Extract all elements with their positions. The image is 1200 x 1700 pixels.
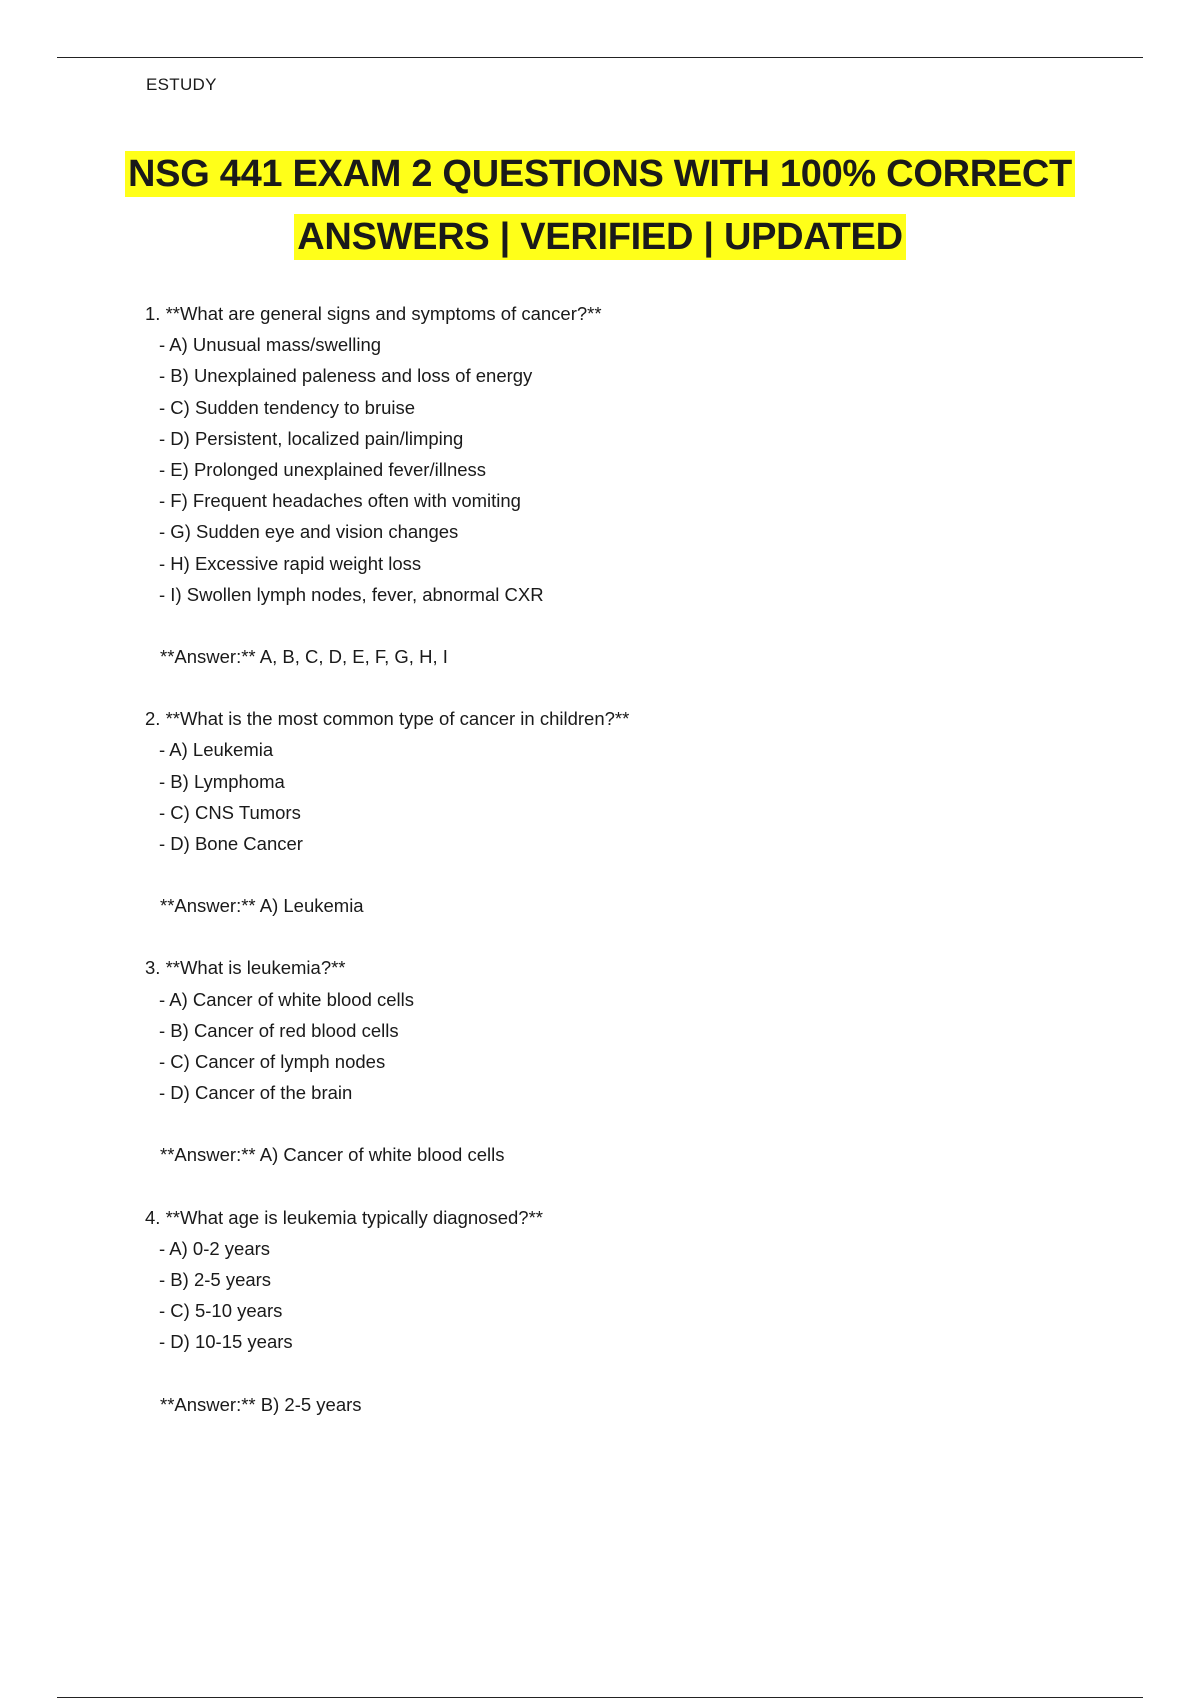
question-text: 4. **What age is leukemia typically diagnosed?** xyxy=(145,1206,543,1228)
title-line-2: ANSWERS | VERIFIED | UPDATED xyxy=(294,214,905,260)
option-item: - A) 0-2 years xyxy=(159,1237,271,1259)
option-item: - B) Cancer of red blood cells xyxy=(159,1019,399,1041)
option-item: - D) Cancer of the brain xyxy=(159,1082,353,1104)
question-3 xyxy=(145,952,1105,1170)
question-list xyxy=(145,298,1105,1451)
option-list xyxy=(145,329,1105,610)
answer-line: **Answer:** A) Cancer of white blood cells xyxy=(160,1144,505,1166)
title-line-1: NSG 441 EXAM 2 QUESTIONS WITH 100% CORRECT xyxy=(125,151,1075,197)
header-label: ESTUDY xyxy=(146,75,217,94)
option-item: - C) Cancer of lymph nodes xyxy=(159,1051,386,1073)
top-divider xyxy=(57,57,1143,58)
bottom-divider xyxy=(57,1697,1143,1698)
answer-line: **Answer:** A, B, C, D, E, F, G, H, I xyxy=(160,646,448,668)
answer-line: **Answer:** B) 2-5 years xyxy=(160,1393,362,1415)
question-2 xyxy=(145,703,1105,921)
option-item: - C) 5-10 years xyxy=(159,1300,283,1322)
option-list xyxy=(145,1233,1105,1358)
question-4 xyxy=(145,1202,1105,1420)
option-item: - A) Cancer of white blood cells xyxy=(159,988,415,1010)
option-item: - A) Leukemia xyxy=(159,739,274,761)
option-list xyxy=(145,734,1105,859)
option-item: - D) Persistent, localized pain/limping xyxy=(159,427,464,449)
option-item: - D) Bone Cancer xyxy=(159,833,303,855)
option-item: - C) Sudden tendency to bruise xyxy=(159,396,416,418)
option-item: - B) 2-5 years xyxy=(159,1269,272,1291)
option-item: - C) CNS Tumors xyxy=(159,801,301,823)
option-item: - F) Frequent headaches often with vomiting xyxy=(159,490,521,512)
option-item: - I) Swollen lymph nodes, fever, abnormal CXR xyxy=(159,583,544,605)
answer-line: **Answer:** A) Leukemia xyxy=(160,895,364,917)
option-item: - B) Unexplained paleness and loss of energy xyxy=(159,365,533,387)
page-title xyxy=(100,143,1100,269)
option-list xyxy=(145,984,1105,1109)
question-text: 3. **What is leukemia?** xyxy=(145,957,346,979)
option-item: - A) Unusual mass/swelling xyxy=(159,334,382,356)
question-1 xyxy=(145,298,1105,672)
option-item: - B) Lymphoma xyxy=(159,770,285,792)
option-item: - D) 10-15 years xyxy=(159,1331,293,1353)
question-text: 1. **What are general signs and symptoms of cancer?** xyxy=(145,303,602,324)
option-item: - E) Prolonged unexplained fever/illness xyxy=(159,459,487,481)
question-text: 2. **What is the most common type of cancer in children?** xyxy=(145,708,630,730)
option-item: - H) Excessive rapid weight loss xyxy=(159,552,422,574)
option-item: - G) Sudden eye and vision changes xyxy=(159,521,459,543)
